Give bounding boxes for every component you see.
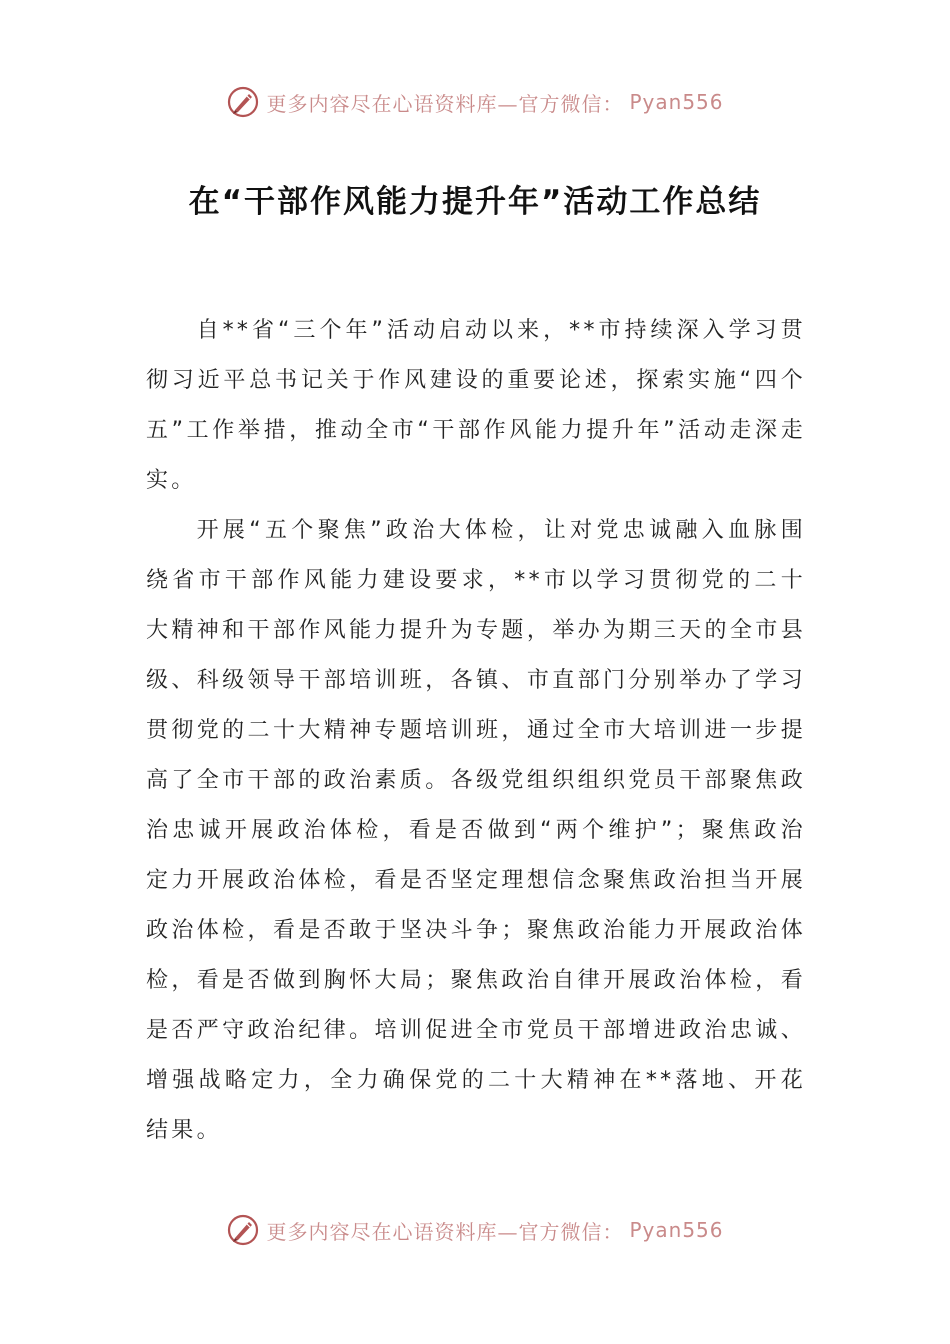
document-title: 在“干部作风能力提升年”活动工作总结 <box>188 184 762 220</box>
watermark-wechat-id: Pyan556 <box>629 1218 724 1242</box>
watermark-text: 更多内容尽在心语资料库—官方微信： <box>266 91 624 116</box>
pen-logo-icon <box>226 1213 260 1247</box>
watermark-header <box>0 82 950 122</box>
watermark-wechat-id: Pyan556 <box>629 90 724 114</box>
watermark-footer <box>0 1210 950 1250</box>
paragraph: 自**省“三个年”活动启动以来，**市持续深入学习贯彻习近平总书记关于作风建设的重要论述，探索实施“四个五”工作举措，推动全市“干部作风能力提升年”活动走深走实。 <box>146 318 806 493</box>
paragraph: 开展“五个聚焦”政治大体检，让对党忠诚融入血脉围绕省市干部作风能力建设要求，**市以学习贯彻党的二十大精神和干部作风能力提升为专题，举办为期三天的全市县级、科级领导干部培训班，各镇、市直部门分别举办了学习贯彻党的二十大精神专题培训班，通过全市大培训进一步提高了全市干部的政治素质。各级党组织组织党员干部聚焦政治忠诚开展政治体检，看是否做到“两个维护”；聚焦政治定力开展政治体检，看是否坚定理想信念聚焦政治担当开展政治体检，看是否敢于坚决斗争；聚焦政治能力开展政治体检，看是否做到胸怀大局；聚焦政治自律开展政治体检，看是否严守政治纪律。培训促进全市党员干部增进政治忠诚、增强战略定力，全力确保党的二十大精神在**落地、开花结果。 <box>146 518 806 1143</box>
pen-logo-icon <box>226 85 260 119</box>
watermark-text: 更多内容尽在心语资料库—官方微信： <box>266 1219 624 1244</box>
document-body <box>146 306 806 1156</box>
